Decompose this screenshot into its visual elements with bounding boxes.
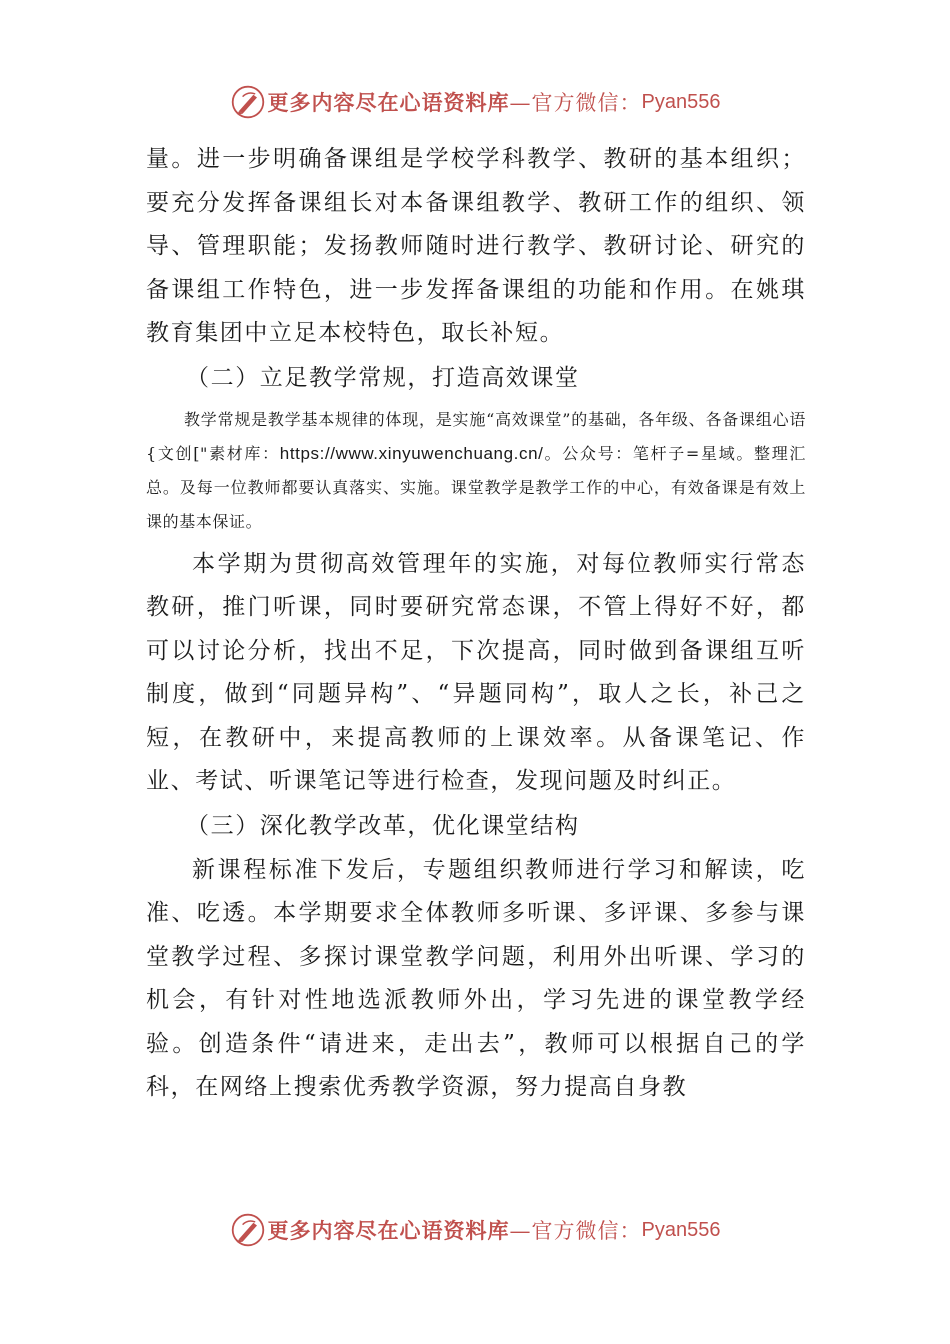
paragraph-2-small: [146, 403, 806, 539]
banner-separator-text: —官方微信：: [509, 1219, 642, 1243]
section-heading-3: （三）深化教学改革，优化课堂结构: [186, 812, 580, 839]
footer-watermark-banner: [0, 1210, 950, 1250]
paragraph-3: 本学期为贯彻高效管理年的实施，对每位教师实行常态教研，推门听课，同时要研究常态课，不管上得好不好，都可以讨论分析，找出不足，下次提高，同时做到备课组互听制度，做到“同题异构”、“异题同构”，取人之长，补己之短，在教研中，来提高教师的上课效率。从备课笔记、作业、考试、听课笔记等进行检查，发现问题及时纠正。: [146, 550, 806, 794]
paragraph-2-text-b: 。公众号：笔杆子=星域。整理汇总。及每一位教师都要认真落实、实施。课堂教学是教学工作的中心，有效备课是有效上课的基本保证。: [146, 443, 806, 531]
pen-logo-icon: [230, 84, 266, 120]
paragraph-1: 量。进一步明确备课组是学校学科教学、教研的基本组织；要充分发挥备课组长对本备课组教学、教研工作的组织、领导、管理职能；发扬教师随时进行教学、教研讨论、研究的备课组工作特色，进一步发挥备课组的功能和作用。在姚琪教育集团中立足本校特色，取长补短。: [146, 146, 806, 346]
banner-wechat-id: Pyan556: [641, 1218, 721, 1241]
banner-separator-text: —官方微信：: [509, 91, 642, 115]
document-body: [146, 138, 806, 1110]
paragraph-2-text-a: 教学常规是教学基本规律的体现，是实施“高效课堂”的基础，各年级、各备课组心语{文创["素材库：: [146, 409, 806, 463]
banner-brand-text: 更多内容尽在心语资料库: [267, 90, 510, 115]
header-watermark-banner: [0, 82, 950, 122]
section-heading-2: （二）立足教学常规，打造高效课堂: [186, 364, 580, 391]
paragraph-4: 新课程标准下发后，专题组织教师进行学习和解读，吃准、吃透。本学期要求全体教师多听课、多评课、多参与课堂教学过程、多探讨课堂教学问题，利用外出听课、学习的机会，有针对性地选派教师外出，学习先进的课堂教学经验。创造条件“请进来，走出去”，教师可以根据自己的学科，在网络上搜索优秀教学资源，努力提高自身教: [146, 856, 806, 1100]
banner-brand-text: 更多内容尽在心语资料库: [267, 1218, 510, 1243]
pen-logo-icon: [230, 1212, 266, 1248]
banner-wechat-id: Pyan556: [641, 90, 721, 113]
paragraph-2-url: https://www.xinyuwenchuang.cn/: [279, 443, 544, 463]
